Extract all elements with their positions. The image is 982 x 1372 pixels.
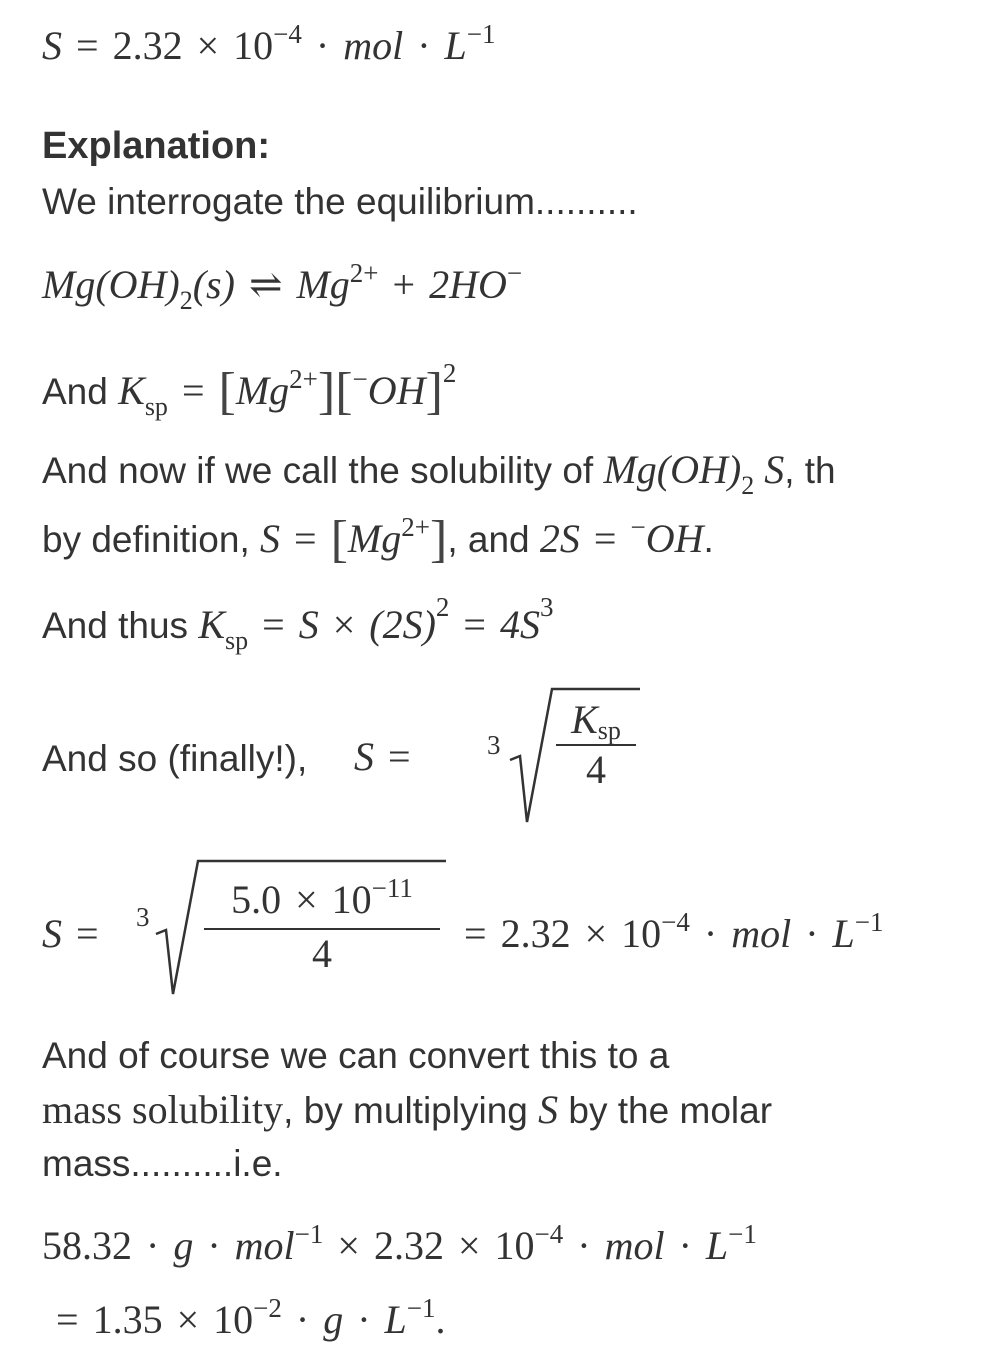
fraction-k-over-4 bbox=[556, 697, 636, 792]
solubility-definition-line2: by definition, $S = [Mg^{2+}]$, and 2S = −OH. bbox=[42, 511, 714, 568]
unit-mol: mol bbox=[343, 23, 404, 68]
result-mantissa: 2.32 bbox=[500, 911, 571, 956]
text-tail: , th bbox=[784, 450, 836, 491]
unit-l: L bbox=[384, 1297, 407, 1342]
solubility-definition-line1 bbox=[42, 447, 836, 500]
power: 2 bbox=[442, 358, 457, 388]
state: (s) bbox=[192, 262, 235, 307]
two-s: (2S) bbox=[369, 602, 436, 647]
text-tail: by the molar bbox=[568, 1090, 773, 1131]
mass-calculation-line1: $58.32 \cdot g \cdot mol^{-1} \times 2.32 \times 10^{-4}$ · mol · $L^{-1}$ bbox=[42, 1219, 757, 1268]
ksp-prefix: And bbox=[42, 371, 108, 412]
root-index: 3 bbox=[487, 730, 501, 760]
unit-mol: mol bbox=[731, 911, 792, 956]
formula: Mg(OH) bbox=[603, 447, 742, 492]
k-symbol: K bbox=[118, 368, 145, 413]
var-s: S bbox=[42, 23, 62, 68]
mass-solubility: mass solubility bbox=[42, 1087, 284, 1132]
k-symbol: K bbox=[571, 697, 598, 742]
exponent: −4 bbox=[273, 19, 302, 49]
result-exponent: −4 bbox=[661, 907, 690, 937]
molar-mass: 58.32 bbox=[42, 1223, 132, 1268]
explanation-intro: We interrogate the equilibrium.......... bbox=[42, 181, 638, 222]
k-symbol: K bbox=[198, 602, 226, 647]
fraction: $5.0 \times 10^{-11}$ 4 bbox=[204, 880, 440, 974]
mg-charge: 2+ bbox=[401, 512, 430, 542]
unit-mol: mol bbox=[234, 1223, 295, 1268]
plus: + bbox=[392, 262, 416, 307]
convert-line3: mass..........i.e. bbox=[42, 1143, 283, 1184]
text: by definition, bbox=[42, 519, 250, 560]
anion: 2HO bbox=[429, 262, 507, 307]
result-mantissa: 1.35 bbox=[92, 1297, 163, 1342]
cation-charge: 2+ bbox=[349, 258, 379, 288]
oh: OH bbox=[367, 368, 426, 413]
formula-subscript: 2 bbox=[741, 471, 755, 500]
calculation-result: = $2.32 \times 10^{-4}$ · mol · $L^{-1}$ bbox=[464, 907, 884, 956]
mantissa: 2.32 bbox=[373, 1223, 444, 1268]
explanation-heading: Explanation: bbox=[42, 125, 271, 167]
mol-exponent: −1 bbox=[294, 1219, 324, 1249]
unit-exponent: −1 bbox=[854, 907, 884, 937]
unit-g: g bbox=[323, 1297, 344, 1342]
denominator: 4 bbox=[586, 747, 606, 792]
unit-exponent: −1 bbox=[466, 19, 496, 49]
unit-mol: mol bbox=[604, 1223, 665, 1268]
calculation-equation: S = 3 $5.0 \times 10^{-11}$ 4 = $2.32 \times 10^{-4}$ · mol · $L^{-1}$ bbox=[42, 858, 972, 998]
text: , by multiplying bbox=[283, 1090, 528, 1131]
numerator-exponent: −11 bbox=[371, 873, 413, 903]
mg-charge: 2+ bbox=[289, 364, 318, 394]
oh-prefix: − bbox=[352, 364, 368, 394]
square: 2 bbox=[435, 592, 450, 622]
root-index: 3 bbox=[136, 902, 150, 932]
thus-equation: And thus $K_{sp} = S \times (2S)^2 = 4S^3$ bbox=[42, 592, 554, 655]
convert-line1: And of course we can convert this to a bbox=[42, 1035, 670, 1076]
var-s: S bbox=[298, 602, 319, 647]
text-and: , and bbox=[447, 519, 530, 560]
var-s: S bbox=[42, 911, 62, 956]
denominator: 4 bbox=[312, 931, 332, 976]
equilibrium-arrow: ⇌ bbox=[248, 262, 283, 307]
mantissa: 2.32 bbox=[112, 23, 183, 68]
cube-root bbox=[482, 686, 642, 826]
cube-root bbox=[134, 858, 454, 998]
var-s: S bbox=[764, 447, 785, 492]
anion-charge: − bbox=[506, 258, 523, 288]
convert-line2 bbox=[42, 1087, 773, 1132]
text: And so (finally!), bbox=[42, 738, 308, 779]
mg: Mg bbox=[347, 516, 402, 561]
two-s: 2S bbox=[539, 516, 580, 561]
mg: Mg bbox=[235, 368, 290, 413]
oh-prefix: − bbox=[630, 512, 646, 542]
unit-exponent: −1 bbox=[728, 1219, 757, 1249]
unit-l: L bbox=[705, 1223, 729, 1268]
ksp-definition: And $K_{sp} = [Mg^{2+}][^-OH]^2$ bbox=[42, 358, 457, 421]
var-s: S bbox=[538, 1087, 559, 1132]
mass-calculation-line2: = $1.35 \times 10^{-2} \cdot g \cdot L^{-1}$. bbox=[56, 1293, 446, 1342]
k-subscript: sp bbox=[144, 392, 168, 421]
reactant: Mg(OH) bbox=[42, 262, 180, 307]
numerator-mantissa: 5.0 bbox=[231, 877, 282, 922]
reactant-subscript: 2 bbox=[179, 286, 193, 315]
result: 4S bbox=[499, 602, 540, 647]
equilibrium-equation bbox=[42, 258, 523, 315]
unit-exponent: −1 bbox=[406, 1293, 436, 1323]
period: . bbox=[703, 519, 714, 560]
exponent: −4 bbox=[534, 1219, 564, 1249]
answer-equation: $S = 2.32 \times 10^{-4}$ · mol · $L^{-1}$ bbox=[42, 19, 496, 68]
unit-l: L bbox=[444, 23, 467, 68]
k-subscript: sp bbox=[597, 716, 621, 745]
oh: OH bbox=[645, 516, 704, 561]
k-subscript: sp bbox=[225, 626, 249, 655]
text: And now if we call the solubility of bbox=[42, 450, 594, 491]
unit-l: L bbox=[832, 911, 855, 956]
unit-g: g bbox=[173, 1223, 194, 1268]
var-s: S bbox=[354, 734, 374, 779]
cation: Mg bbox=[296, 262, 350, 307]
cube: 3 bbox=[539, 592, 554, 622]
text: And thus bbox=[42, 605, 189, 646]
result-exponent: −2 bbox=[253, 1293, 282, 1323]
